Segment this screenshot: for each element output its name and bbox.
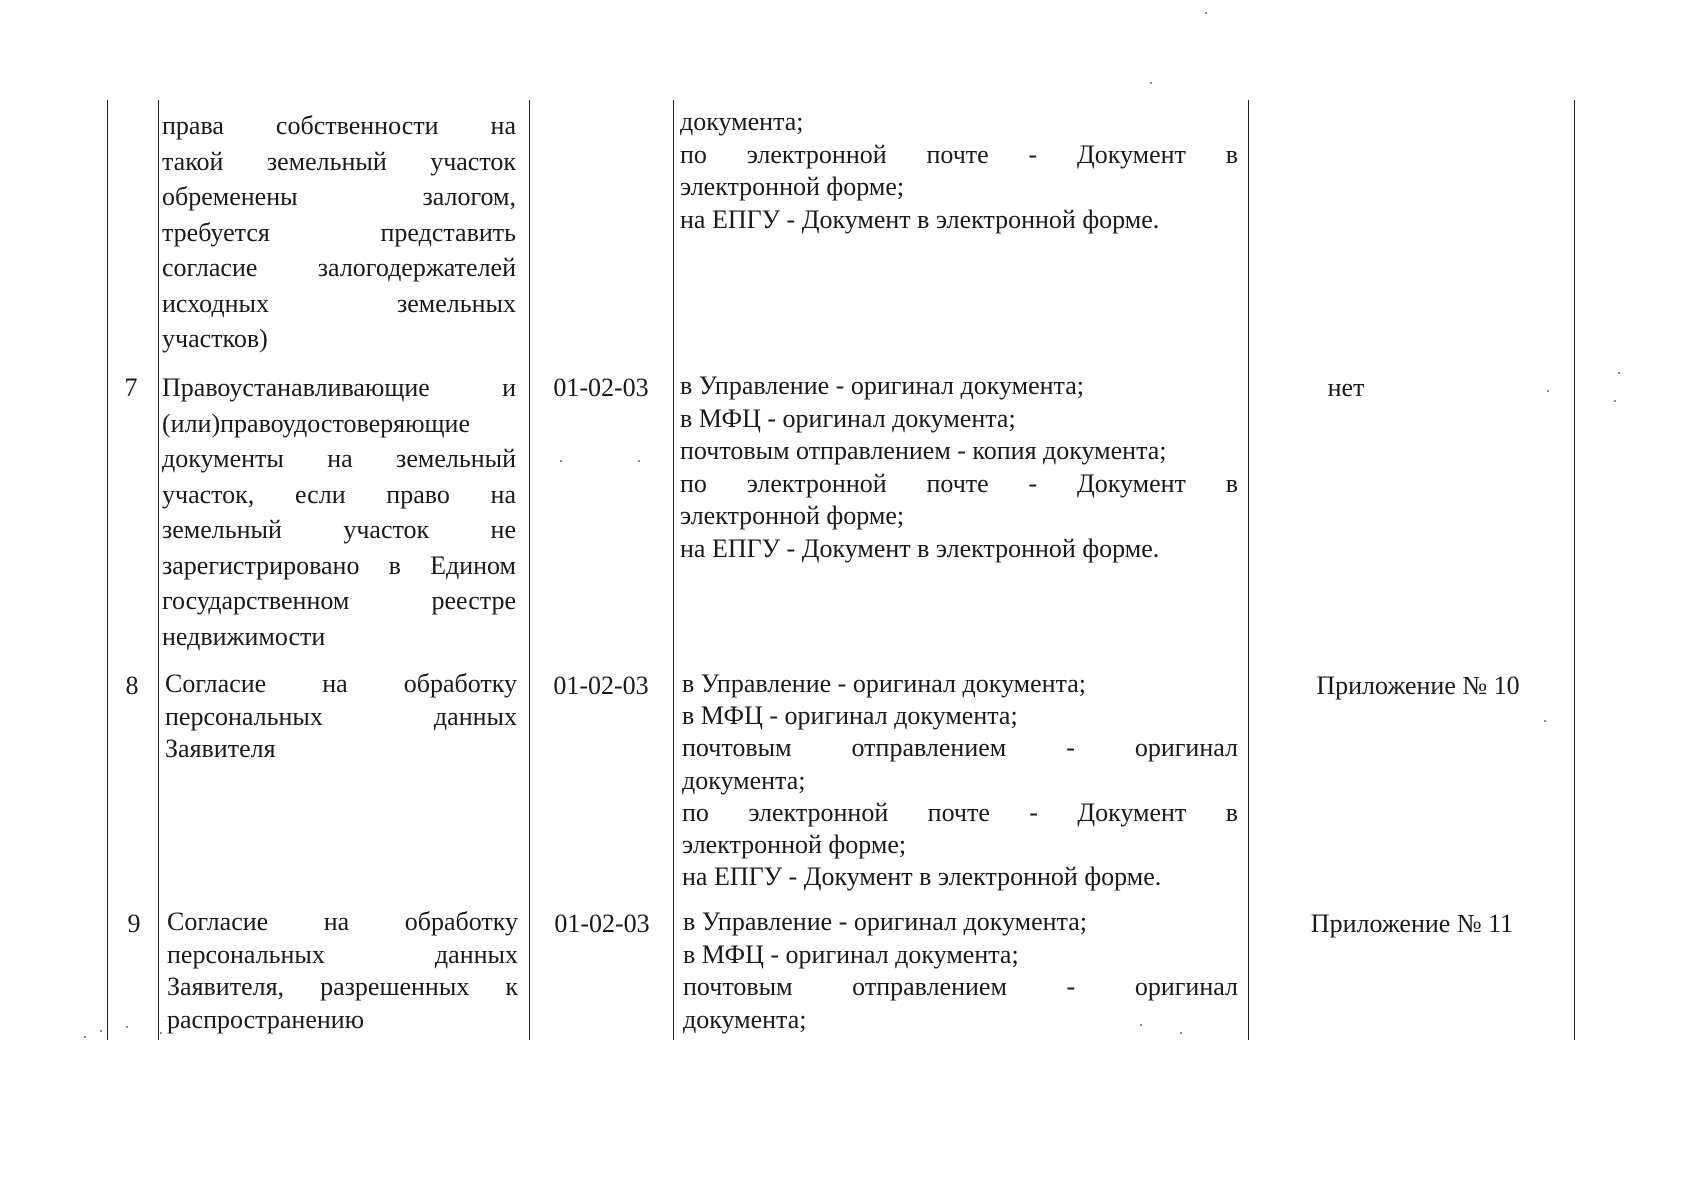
method-line: по электронной почте - Документ в (682, 797, 1238, 827)
row-form-reference: нет (1327, 373, 1365, 402)
method-line: почтовым отправлением - оригинал (683, 972, 1238, 1001)
method-line: почтовым отправлением - копия документа; (680, 436, 1167, 465)
method-line: в МФЦ - оригинал документа; (680, 403, 1016, 433)
row-form-reference: Приложение № 10 (1316, 671, 1520, 700)
method-line: в Управление - оригинал документа; (680, 371, 1084, 400)
method-line: по электронной почте - Документ в (680, 139, 1238, 169)
doc-line: персональных данных (165, 701, 517, 731)
row-form-reference: Приложение № 11 (1310, 909, 1514, 938)
method-line: электронной форме; (682, 830, 907, 860)
row-method-cell (682, 668, 1238, 893)
method-line: в Управление - оригинал документа; (682, 669, 1086, 698)
doc-line: Заявителя, разрешенных к (167, 972, 518, 1001)
doc-line: участков) (162, 324, 268, 353)
scan-speck (560, 460, 562, 462)
method-line: на ЕПГУ - Документ в электронной форме. (680, 533, 1160, 563)
scan-speck (1614, 400, 1616, 402)
method-line: на ЕПГУ - Документ в электронной форме. (682, 862, 1162, 892)
doc-line: распространению (167, 1004, 365, 1034)
row-code: 01-02-03 (553, 373, 649, 402)
scan-speck (126, 1026, 128, 1028)
doc-line: (или)правоудостоверяющие (162, 408, 471, 438)
method-line: в МФЦ - оригинал документа; (683, 939, 1019, 969)
table-border-left (107, 100, 108, 1040)
table-border-right (1574, 100, 1575, 1040)
doc-line: документы на земельный (162, 444, 516, 473)
row-method-cell (680, 370, 1238, 565)
method-line: документа; (683, 1004, 807, 1034)
doc-line: участок, если право на (162, 479, 516, 509)
doc-line: государственном реестре (162, 586, 516, 615)
doc-line: Правоустанавливающие и (162, 373, 516, 402)
doc-line: исходных земельных (162, 288, 516, 318)
column-divider-method (1248, 100, 1249, 1040)
scan-speck (1205, 12, 1207, 14)
scan-speck (1140, 1024, 1142, 1026)
doc-line: Заявителя (165, 734, 276, 763)
row-number: 8 (125, 671, 139, 700)
doc-line: такой земельный участок (162, 146, 516, 176)
doc-line: персональных данных (167, 939, 518, 969)
scan-speck (1547, 390, 1549, 392)
row-code: 01-02-03 (554, 909, 650, 938)
method-line: документа; (682, 765, 806, 795)
scan-speck (160, 1032, 162, 1034)
row-code: 01-02-03 (553, 671, 649, 700)
row-number: 9 (127, 909, 141, 938)
scan-speck (100, 1030, 102, 1032)
row-document-cell (162, 370, 516, 654)
method-line: электронной форме; (680, 501, 905, 530)
scan-speck (1618, 372, 1620, 374)
method-line: документа; (680, 107, 804, 136)
doc-line: зарегистрировано в Едином (162, 550, 516, 580)
column-divider-document (529, 100, 530, 1040)
row-document-cell (167, 906, 518, 1036)
method-line: в МФЦ - оригинал документа; (682, 701, 1018, 731)
row-document-cell (165, 668, 517, 766)
doc-line: обременены залогом, (162, 182, 516, 211)
method-line: электронной форме; (680, 172, 905, 201)
continuation-method-cell (680, 106, 1238, 236)
row-method-cell (683, 906, 1238, 1036)
method-line: в Управление - оригинал документа; (683, 907, 1087, 936)
row-number: 7 (124, 373, 138, 402)
method-line: почтовым отправлением - оригинал (682, 733, 1238, 763)
scan-speck (638, 460, 640, 462)
method-line: по электронной почте - Документ в (680, 468, 1238, 498)
doc-line: Согласие на обработку (167, 907, 518, 936)
doc-line: недвижимости (162, 621, 326, 651)
column-divider-code (673, 100, 674, 1040)
scan-speck (1544, 720, 1546, 722)
scan-speck (1180, 1032, 1182, 1034)
doc-line: Согласие на обработку (165, 669, 517, 698)
scan-speck (84, 1036, 86, 1038)
method-line: на ЕПГУ - Документ в электронной форме. (680, 204, 1160, 234)
continuation-document-cell (162, 108, 516, 357)
doc-line: согласие залогодержателей (162, 253, 516, 282)
scan-speck (1150, 82, 1152, 84)
doc-line: требуется представить (162, 217, 516, 247)
doc-line: земельный участок не (162, 515, 516, 544)
column-divider-number (158, 100, 159, 1040)
doc-line: права собственности на (162, 111, 516, 140)
